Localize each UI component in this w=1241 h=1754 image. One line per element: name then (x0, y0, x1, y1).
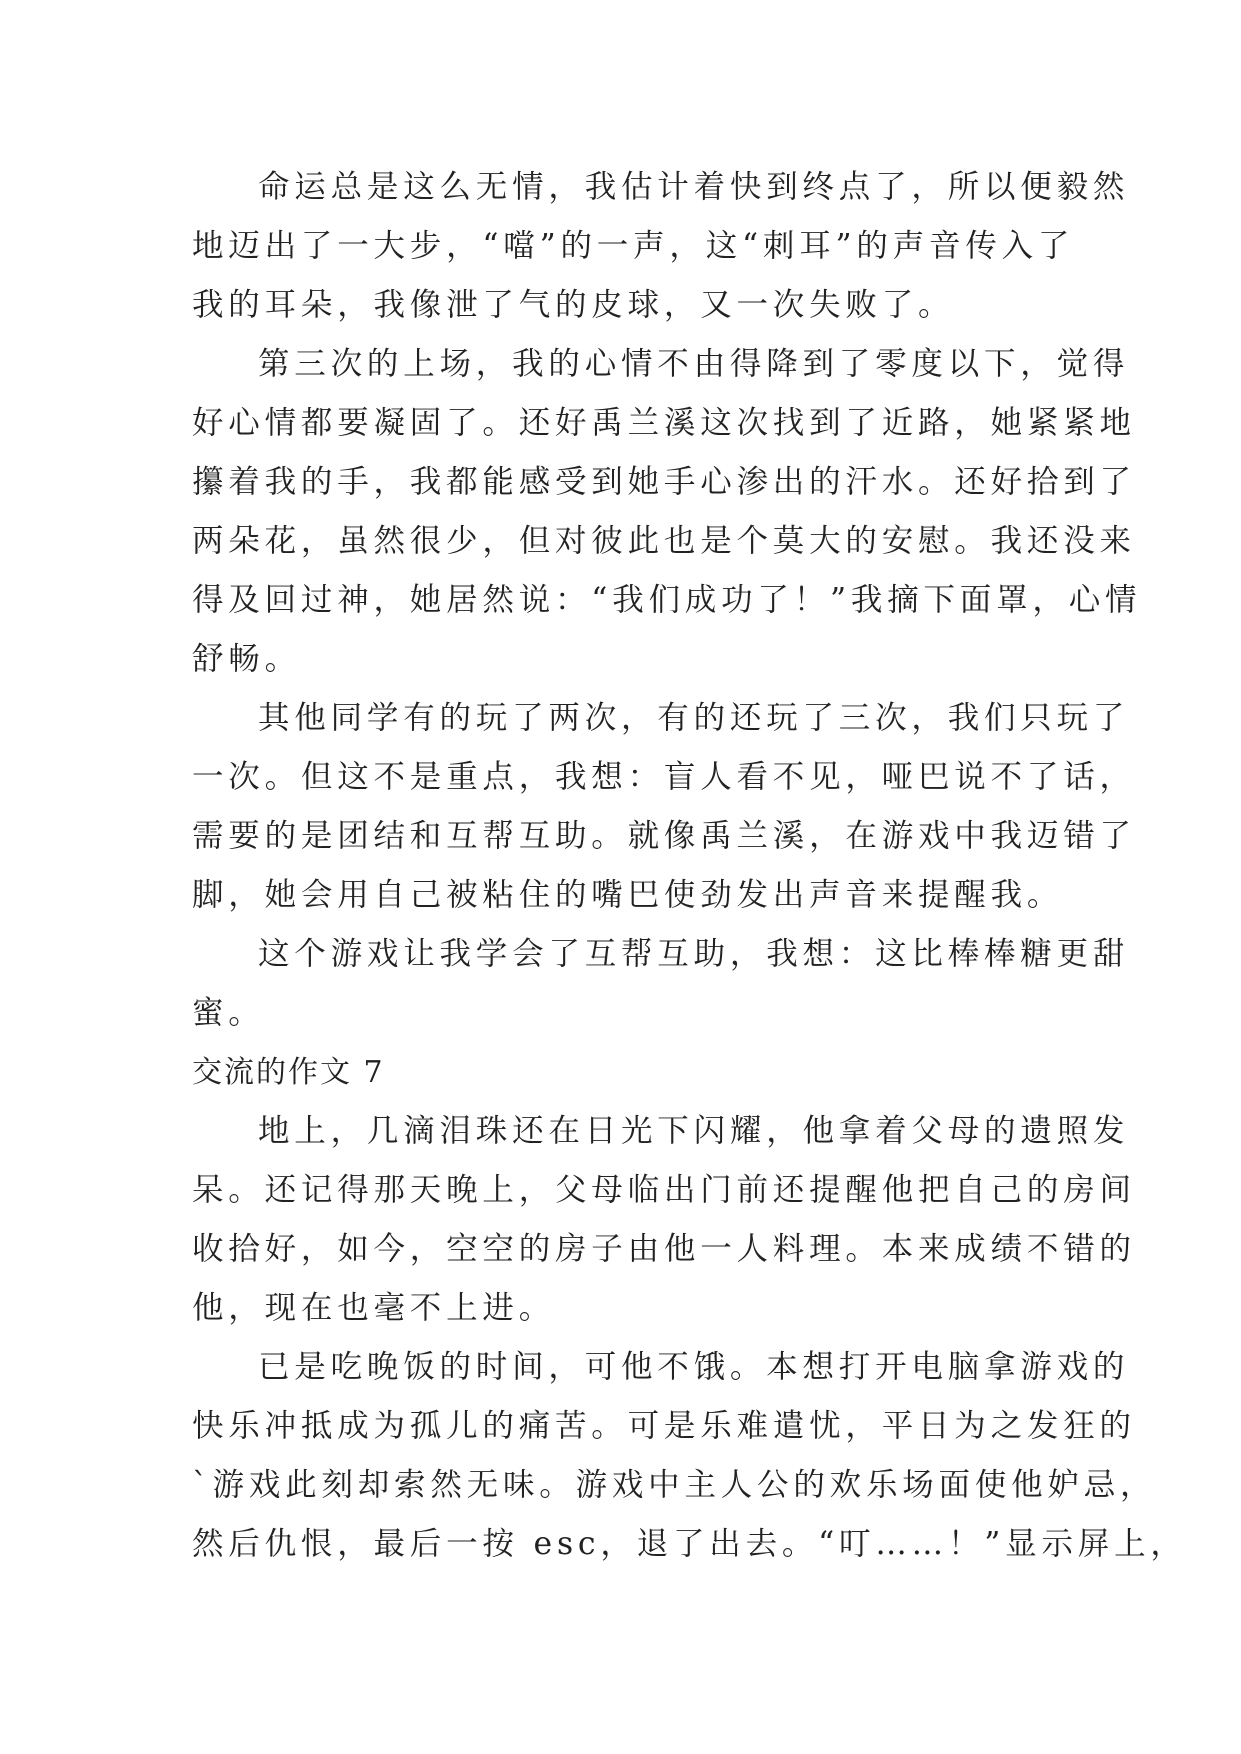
text-line: 呆。还记得那天晚上，父母临出门前还提醒他把自己的房间 (192, 1172, 1136, 1208)
text-line: 好心情都要凝固了。还好禹兰溪这次找到了近路，她紧紧地 (192, 405, 1136, 441)
text-line: 两朵花，虽然很少，但对彼此也是个莫大的安慰。我还没来 (192, 523, 1136, 559)
text-line: 快乐冲抵成为孤儿的痛苦。可是乐难遣忧，平日为之发狂的 (192, 1408, 1136, 1444)
text-line: 已是吃晚饭的时间，可他不饿。本想打开电脑拿游戏的 (258, 1349, 1130, 1385)
text-line: `游戏此刻却索然无味。游戏中主人公的欢乐场面使他妒忌， (192, 1467, 1157, 1503)
text-line: 我的耳朵，我像泄了气的皮球，又一次失败了。 (192, 287, 955, 323)
text-line: 地迈出了一大步，“噹”的一声，这“刺耳”的声音传入了 (192, 228, 1075, 264)
text-line: 这个游戏让我学会了互帮互助，我想：这比棒棒糖更甜 (258, 936, 1130, 972)
section-heading: 交流的作文 7 (192, 1055, 385, 1090)
text-line: 需要的是团结和互帮互助。就像禹兰溪，在游戏中我迈错了 (192, 818, 1136, 854)
text-line: 他，现在也毫不上进。 (192, 1290, 556, 1326)
text-line: 攥着我的手，我都能感受到她手心渗出的汗水。还好拾到了 (192, 464, 1136, 500)
text-line: 一次。但这不是重点，我想：盲人看不见，哑巴说不了话， (192, 759, 1136, 795)
text-line: 然后仇恨，最后一按 esc，退了出去。“叮……！”显示屏上， (192, 1526, 1187, 1562)
text-line: 其他同学有的玩了两次，有的还玩了三次，我们只玩了 (258, 700, 1130, 736)
text-line: 地上，几滴泪珠还在日光下闪耀，他拿着父母的遗照发 (258, 1113, 1130, 1149)
text-line: 得及回过神，她居然说：“我们成功了！”我摘下面罩，心情 (192, 582, 1142, 618)
document-body (192, 158, 1187, 1574)
text-line: 收拾好，如今，空空的房子由他一人料理。本来成绩不错的 (192, 1231, 1136, 1267)
text-line: 舒畅。 (192, 641, 301, 677)
text-line: 第三次的上场，我的心情不由得降到了零度以下，觉得 (258, 346, 1130, 382)
text-line: 脚，她会用自己被粘住的嘴巴使劲发出声音来提醒我。 (192, 877, 1064, 913)
text-line: 命运总是这么无情，我估计着快到终点了，所以便毅然 (258, 169, 1130, 205)
text-line: 蜜。 (192, 995, 265, 1031)
